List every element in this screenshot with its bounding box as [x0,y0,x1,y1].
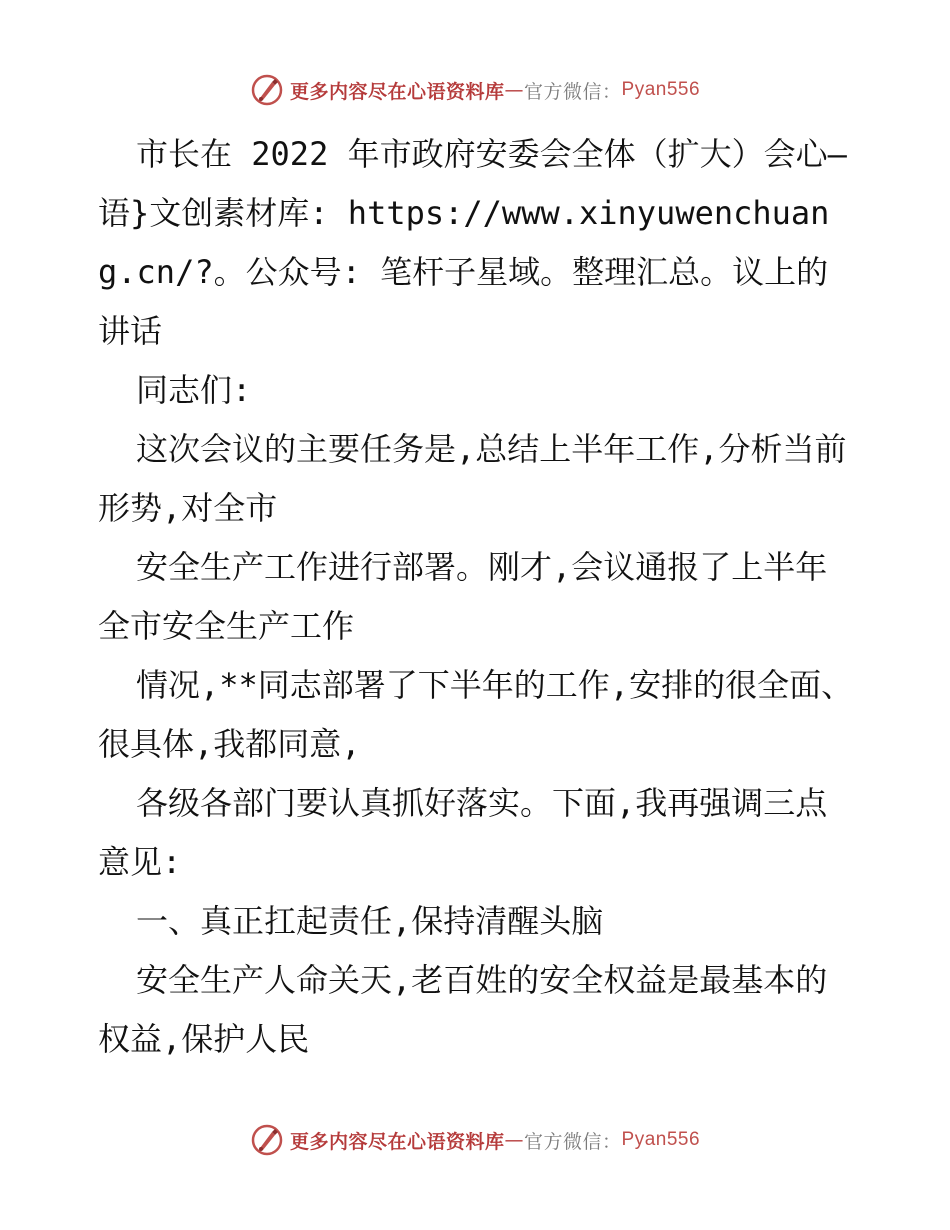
header-banner [0,70,950,110]
banner-wechat-handle: Pyan556 [621,79,701,100]
banner-dash: — [504,1129,524,1151]
banner-separator: ： [602,1130,622,1153]
paragraph-title: 市长在 2022 年市政府安委会全体（扩大）会心—语}文创素材库: https://www.xinyuwenchuang.cn/?。公众号: 笔杆子星域。整理汇总。议上的讲话 [98,135,847,350]
paragraph: 各级各部门要认真抓好落实。下面,我再强调三点意见: [98,784,828,881]
document-body [98,125,858,1069]
pen-logo-icon [250,73,284,107]
paragraph: 这次会议的主要任务是,总结上半年工作,分析当前形势,对全市 [98,430,847,527]
section-heading: 一、真正扛起责任,保持清醒头脑 [136,902,604,940]
banner-wechat-handle: Pyan556 [621,1129,701,1150]
paragraph: 情况,**同志部署了下半年的工作,安排的很全面、很具体,我都同意, [98,666,854,763]
banner-dash: — [504,79,524,101]
banner-official-label: 官方微信 [523,80,602,103]
footer-banner [0,1120,950,1160]
banner-lead-text: 更多内容尽在心语资料库 [289,80,505,103]
pen-logo-icon [250,1123,284,1157]
paragraph: 安全生产人命关天,老百姓的安全权益是最基本的权益,保护人民 [98,961,828,1058]
banner-lead-text: 更多内容尽在心语资料库 [289,1130,505,1153]
banner-separator: ： [602,80,622,103]
banner-official-label: 官方微信 [523,1130,602,1153]
paragraph: 安全生产工作进行部署。刚才,会议通报了上半年全市安全生产工作 [98,548,828,645]
paragraph-greeting: 同志们: [136,371,252,409]
